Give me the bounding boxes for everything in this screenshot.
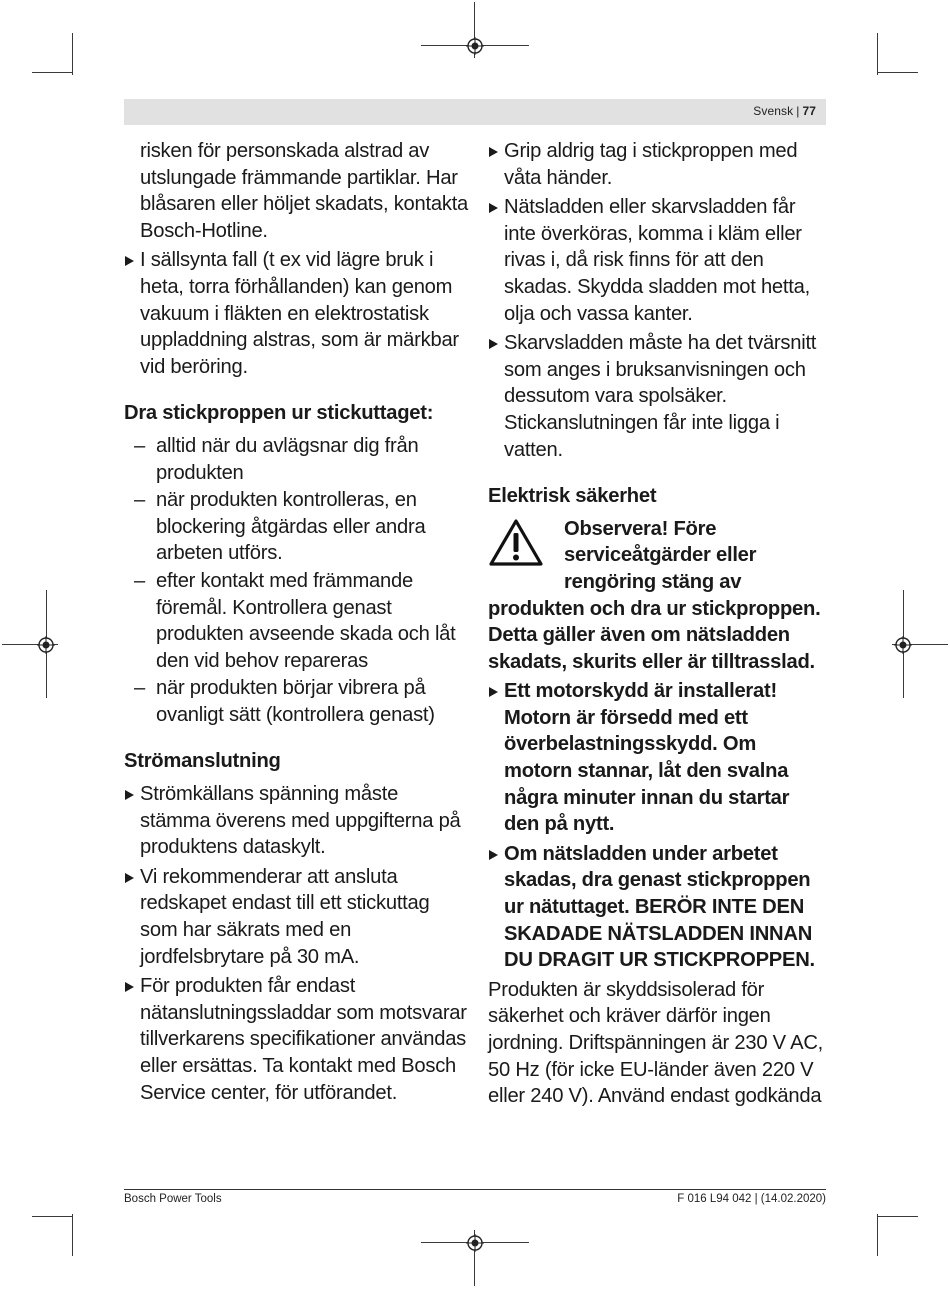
warning-line: rengöring stäng av: [564, 570, 742, 593]
dash-marker: –: [134, 489, 145, 512]
bullet-item: [488, 330, 828, 463]
crop-mark-bottom-left-v: [72, 1214, 73, 1256]
crop-mark-top-right-h: [878, 72, 918, 73]
footer-document-id: F 016 L94 042 | (14.02.2020): [677, 1193, 826, 1205]
header-separator: |: [796, 104, 800, 118]
bullet-text: I sällsynta fall (t ex vid lägre bruk i heta, torra förhållanden) kan genom vakuum i fläkten en elektrostatisk uppladdning alstras, som är märkbar vid beröring.: [140, 249, 459, 378]
bullet-triangle-icon: [125, 982, 134, 992]
electrical-safety-heading: Elektrisk säkerhet: [488, 485, 657, 508]
bullet-item: [124, 973, 469, 1106]
page-header: [124, 99, 826, 125]
crop-mark-bottom-left-h: [32, 1216, 72, 1217]
dash-text: när produkten kontrolleras, en blockering åtgärdas eller andra arbeten utförs.: [156, 489, 426, 565]
bullet-triangle-icon: [489, 147, 498, 157]
dash-text: alltid när du avlägsnar dig från produkten: [156, 434, 419, 484]
footer-rule: [124, 1189, 826, 1190]
bullet-triangle-icon: [125, 873, 134, 883]
dash-marker: –: [134, 434, 145, 457]
bullet-item: [488, 138, 828, 191]
right-column: [488, 138, 828, 1110]
bullet-item-static: [124, 247, 469, 380]
power-heading: Strömanslutning: [124, 750, 281, 773]
bold-bullet-item: [488, 678, 828, 838]
page-number: 77: [802, 104, 816, 118]
bullet-item: [124, 864, 469, 970]
bullet-text: Nätsladden eller skarvsladden får inte överköras, komma i kläm eller rivas i, då risk finns för att den skadas. Skydda sladden mot hetta, olja och vassa kanter.: [504, 196, 810, 325]
bullet-item: [488, 194, 828, 327]
bullet-text: Ett motorskydd är installerat! Motorn är försedd med ett överbelastningsskydd. Om motorn stannar, låt den svalna några minuter innan du startar den på nytt.: [504, 680, 790, 836]
bold-bullet-item: [488, 841, 828, 974]
header-language: Svensk: [753, 104, 794, 118]
bullet-text: Skarvsladden måste ha det tvärsnitt som anges i bruksanvisningen och dessutom vara spolsäker. Stickanslutningen får inte ligga i vatten.: [504, 332, 817, 461]
footer-brand: Bosch Power Tools: [124, 1193, 222, 1205]
dash-item: [124, 568, 469, 674]
bullet-text: Om nätsladden under arbetet skadas, dra genast stickproppen ur nätuttaget. BERÖR INTE DEN SKADADE NÄTSLADDEN INNAN DU DRAGIT UR STICKPROPPEN.: [504, 842, 815, 972]
bullet-triangle-icon: [489, 687, 498, 697]
warning-triangle-icon: [488, 518, 544, 568]
bullet-triangle-icon: [125, 790, 134, 800]
dash-item: [124, 675, 469, 728]
registration-target-bottom-icon: [466, 1234, 484, 1252]
bullet-triangle-icon: [489, 339, 498, 349]
bullet-item: [124, 781, 469, 861]
warning-line: serviceåtgärder eller: [564, 544, 757, 567]
registration-target-left-icon: [37, 636, 55, 654]
warning-text: produkten och dra ur stickproppen. Detta gäller även om nätsladden skadats, skurits eller är tilltrasslad.: [488, 597, 821, 673]
dash-item: [124, 433, 469, 486]
bullet-text: Strömkällans spänning måste stämma överens med uppgifterna på produktens dataskylt.: [140, 783, 461, 859]
crop-mark-top-left-v: [72, 33, 73, 75]
bullet-text: Grip aldrig tag i stickproppen med våta händer.: [504, 140, 798, 189]
crop-mark-top-right-v: [877, 33, 878, 75]
bullet-triangle-icon: [125, 256, 134, 266]
dash-text: efter kontakt med främmande föremål. Kontrollera genast produkten avseende skada och låt den vid behov repareras: [156, 569, 456, 672]
dash-marker: –: [134, 677, 145, 700]
dash-item: [124, 487, 469, 567]
unplug-heading: Dra stickproppen ur stickuttaget:: [124, 402, 434, 425]
crop-mark-bottom-right-h: [878, 1216, 918, 1217]
dash-marker: –: [134, 569, 145, 592]
closing-paragraph: Produkten är skyddsisolerad för säkerhet och kräver därför ingen jordning. Driftspänningen är 230 V AC, 50 Hz (för icke EU-länder även 220 V eller 240 V). Använd endast godkända: [488, 978, 824, 1108]
header-label: [753, 104, 816, 118]
registration-target-top-icon: [466, 37, 484, 55]
bullet-text: Vi rekommenderar att ansluta redskapet endast till ett stickuttag som har säkrats med en jordfelsbrytare på 30 mA.: [140, 865, 430, 968]
crop-mark-bottom-right-v: [877, 1214, 878, 1256]
bullet-triangle-icon: [489, 850, 498, 860]
warning-line: Observera! Före: [564, 517, 717, 540]
warning-block: [488, 516, 828, 676]
crop-mark-top-left-h: [32, 72, 72, 73]
registration-target-right-icon: [894, 636, 912, 654]
dash-text: när produkten börjar vibrera på ovanligt sätt (kontrollera genast): [156, 677, 435, 726]
bullet-text: För produkten får endast nätanslutningssladdar som motsvarar tillverkarens specifikationer användas eller ersättas. Ta kontakt med Bosch Service center, för utförandet.: [140, 975, 467, 1104]
continuation-paragraph: risken för personskada alstrad av utslungade främmande partiklar. Har blåsaren eller höljet skadats, kontakta Bosch-Hotline.: [140, 140, 469, 242]
left-column: [124, 138, 469, 1106]
bullet-triangle-icon: [489, 203, 498, 213]
